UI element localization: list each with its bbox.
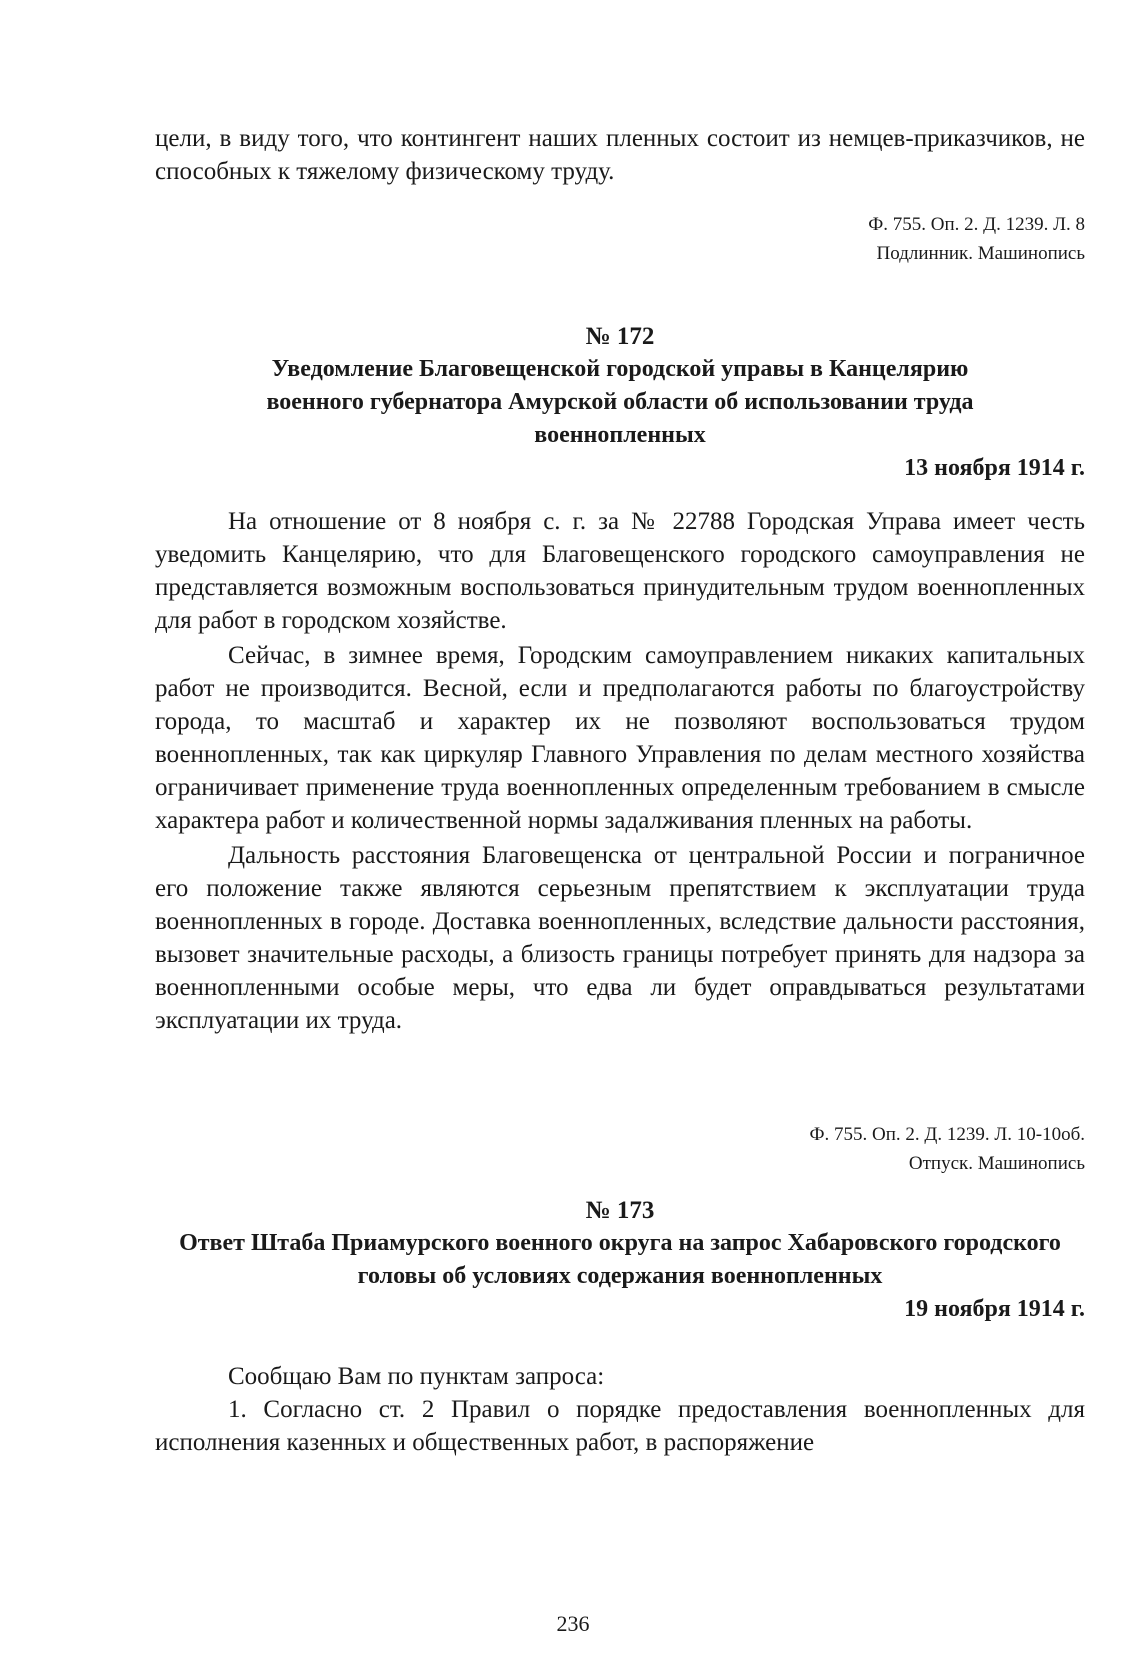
continuation-text: цели, в виду того, что контингент наших пленных состоит из немцев-приказчиков, не способных к тяжелому физическому труду. [155,125,1085,185]
paragraph: На отношение от 8 ноября с. г. за № 22788 Городская Управа имеет честь уведомить Канцелярию, что для Благовещенского городского самоуправления не представляется возможным воспользоваться принудительным трудом военнопленных для работ в городском хозяйстве. [155,508,1085,634]
document-number: № 172 [585,323,655,350]
page-number: 236 [556,1611,590,1636]
document-title: Ответ Штаба Приамурского военного округа на запрос Хабаровского городского головы об условиях содержания военнопленных [179,1230,1061,1289]
archive-ref-type: Подлинник. Машинопись [876,243,1085,264]
archive-reference-2 [155,1120,1085,1178]
document-172-header [155,320,1085,485]
archive-reference-1 [155,210,1085,268]
archive-ref-type: Отпуск. Машинопись [908,1153,1085,1174]
paragraph: Дальность расстояния Благовещенска от центральной России и пограничное его положение также являются серьезным препятствием к эксплуатации труда военнопленных в городе. Доставка военнопленных, вследствие дальности расстояния, вызовет значительные расходы, а близость границы потребует принять для надзора за военнопленными особые меры, что едва ли будет оправдываться результатами эксплуатации их труда. [155,842,1085,1034]
paragraph: 1. Согласно ст. 2 Правил о порядке предоставления военнопленных для исполнения казенных и общественных работ, в распоряжение [155,1396,1085,1456]
document-title: Уведомление Благовещенской городской управы в Канцелярию военного губернатора Амурской области об использовании труда военнопленных [266,356,974,448]
document-172-body [155,505,1085,1037]
document-number: № 173 [585,1197,655,1224]
archive-ref-line: Ф. 755. Оп. 2. Д. 1239. Л. 8 [868,214,1085,235]
document-173-body [155,1360,1085,1459]
paragraph: Сообщаю Вам по пунктам запроса: [228,1363,605,1390]
document-date: 19 ноября 1914 г. [904,1296,1085,1322]
paragraph: Сейчас, в зимнее время, Городским самоуправлением никаких капитальных работ не производится. Весной, если и предполагаются работы по благоустройству города, то масштаб и характер их не позволяют воспользоваться трудом военнопленных, так как циркуляр Главного Управления по делам местного хозяйства ограничивает применение труда военнопленных определенным требованием в смысле характера работ и количественной нормы задалживания пленных на работы. [155,642,1085,834]
archive-ref-line: Ф. 755. Оп. 2. Д. 1239. Л. 10-10об. [809,1124,1085,1145]
document-173-header [155,1194,1085,1326]
document-date: 13 ноября 1914 г. [904,455,1085,481]
continuation-block [155,122,1085,188]
